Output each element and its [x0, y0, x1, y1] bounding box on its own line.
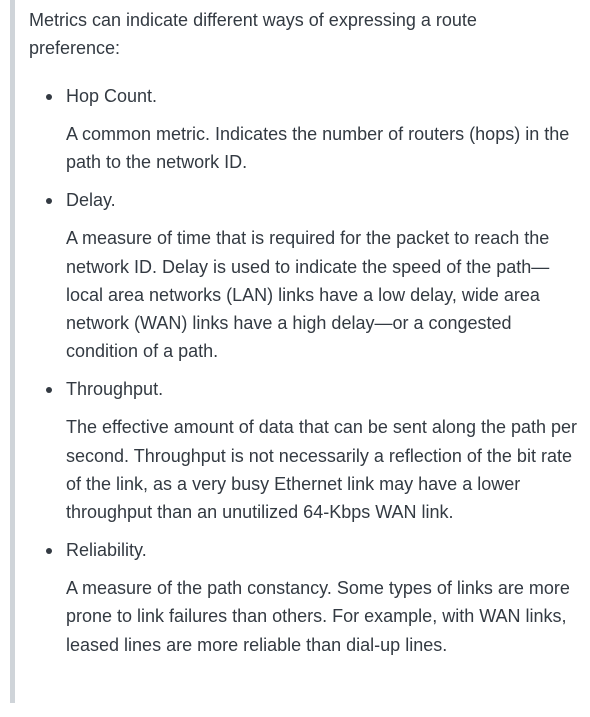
metric-term: Throughput.: [66, 379, 164, 400]
metric-description: A measure of time that is required for the packet to reach the network ID. Delay is used to indicate the speed of the path—local area networks (LAN) links have a low delay, wide area network (WAN) links have a high delay—or a congested condition of a path.: [66, 228, 550, 362]
metrics-list: [29, 82, 585, 659]
metric-description: A common metric. Indicates the number of routers (hops) in the path to the network ID.: [66, 124, 570, 173]
blockquote: [10, 0, 585, 703]
bullet-icon: [46, 198, 52, 204]
metric-description: The effective amount of data that can be sent along the path per second. Throughput is not necessarily a reflection of the bit rate of the link, as a very busy Ethernet link may have a lower throughput than an unutilized 64-Kbps WAN link.: [66, 417, 578, 523]
list-item-hop-count: [29, 82, 585, 176]
metric-term: Delay.: [66, 190, 116, 211]
metric-description: A measure of the path constancy. Some types of links are more prone to link failures than others. For example, with WAN links, leased lines are more reliable than dial-up lines.: [66, 578, 570, 655]
metric-term: Hop Count.: [66, 86, 158, 106]
metric-term: Reliability.: [66, 540, 147, 561]
intro-text: Metrics can indicate different ways of expressing a route preference:: [29, 10, 477, 58]
list-item-throughput: [29, 375, 585, 526]
bullet-icon: [46, 548, 52, 554]
bullet-icon: [46, 94, 52, 100]
bullet-icon: [46, 387, 52, 393]
list-item-reliability: [29, 536, 585, 659]
list-item-delay: [29, 186, 585, 365]
